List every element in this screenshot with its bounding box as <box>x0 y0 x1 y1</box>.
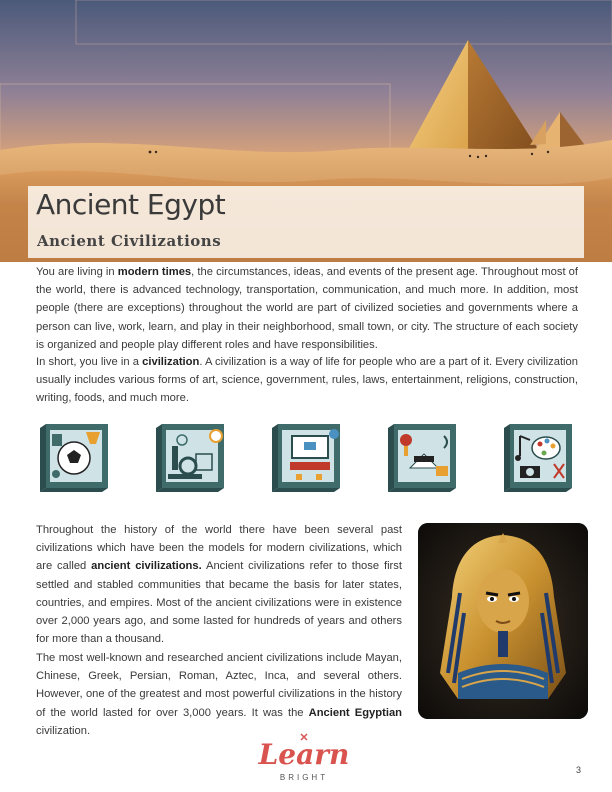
technology-icon <box>268 416 348 496</box>
sports-icon <box>36 416 116 496</box>
svg-text:Learn: Learn <box>258 738 350 771</box>
bold-term: ancient civilizations. <box>91 560 202 573</box>
paragraph-ancient-civilizations: Throughout the history of the world there have been several past civilizations which have been the models for modern civilizations, which are called ancient civilizations. Ancient civilizations refer to those first settled and stabled communities that became the basis for later states, countries, and empires. Most of the ancient civilizations were in existence over 2,000 years ago, and some lasted for hundreds of years and others for more than a thousand. <box>36 524 402 646</box>
learn-bright-logo <box>254 730 354 786</box>
culture-icon <box>384 416 464 496</box>
civilization-icons-row <box>36 416 578 496</box>
paragraph-modern-times: You are living in modern times, the circumstances, ideas, and events of the present age. Throughout most of the world, there is advanced technology, transportation, communication, and much more. In addition, most people (there are exceptions) throughout the world are part of civilized societies and governments where a person can live, work, learn, and play in their neighborhood, small town, or city. The structure of each society is organized and people play different roles and have responsibilities. <box>36 266 579 351</box>
tutankhamun-mask-photo <box>418 523 588 719</box>
arts-icon <box>500 416 580 496</box>
bold-term: modern times <box>117 266 192 278</box>
paragraph-civilization: In short, you live in a civilization. A civilization is a way of life for people who are a part of it. Every civilization usually includes various forms of art, science, government, rules, laws, entertainment, religions, construction, writing, foods, and much more. <box>36 356 578 405</box>
page-title: Ancient Egypt <box>36 188 226 221</box>
golden-mask-image <box>418 523 588 719</box>
paragraph-ancient-egyptian: The most well-known and researched ancient civilizations include Mayan, Chinese, Greek, Persian, Roman, Aztec, Inca, and several others. However, one of the greatest and most powerful civilizations in the history of the world lasted for over 3,000 years. It was the Ancient Egyptian civilization. <box>36 652 403 737</box>
page-subtitle: Ancient Civilizations <box>37 232 222 250</box>
page-number: 3 <box>576 765 582 775</box>
svg-text:BRIGHT: BRIGHT <box>279 773 329 782</box>
bold-term: civilization <box>142 356 200 368</box>
bold-term: Ancient Egyptian <box>308 706 403 719</box>
science-icon <box>152 416 232 496</box>
